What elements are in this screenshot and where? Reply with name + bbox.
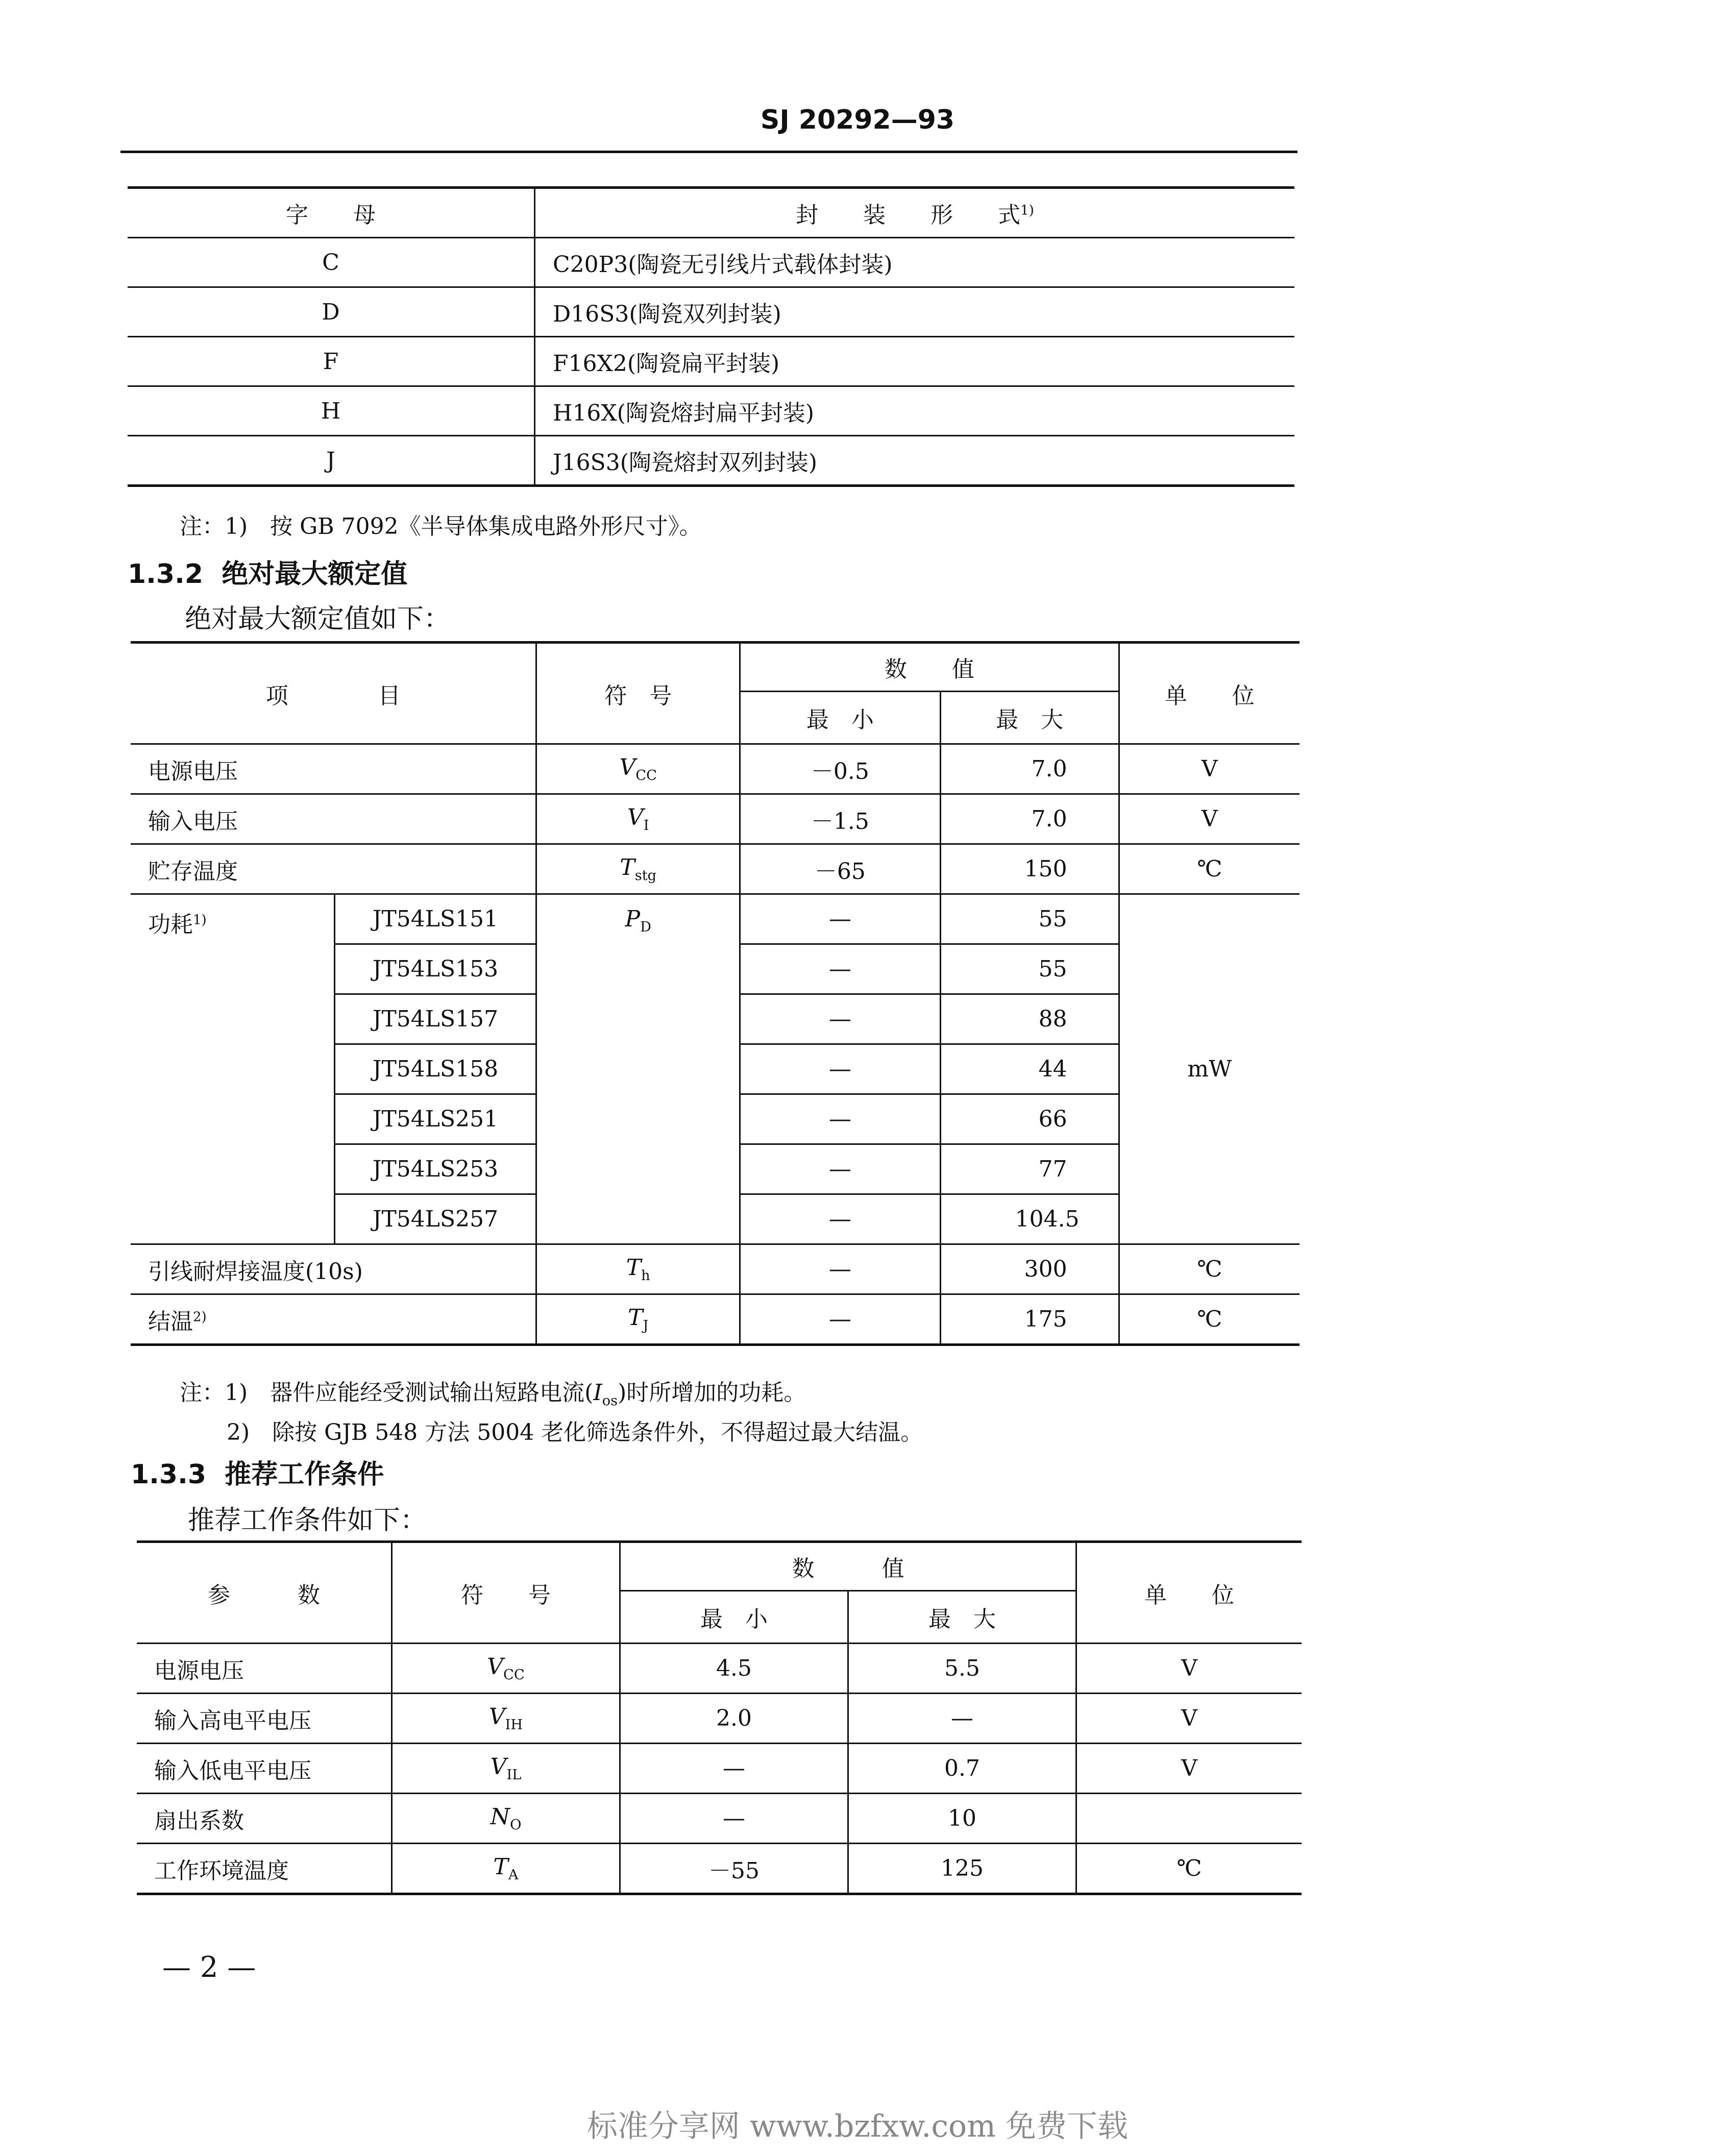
unit-cell: ℃ <box>1119 844 1300 894</box>
item-cell <box>131 1244 536 1294</box>
symbol-letter: V <box>487 1654 504 1680</box>
symbol-cell <box>536 844 740 894</box>
footer-watermark: 标准分享网 www.bzfxw.com 免费下载 <box>586 2109 1129 2144</box>
symbol-letter: P <box>625 906 641 932</box>
item-cell: 输入电压 <box>131 794 536 844</box>
col-letter-header: 字 母 <box>128 188 535 238</box>
symbol-cell <box>536 1294 740 1345</box>
min-cell: — <box>620 1744 848 1794</box>
min-cell: — <box>740 1294 941 1345</box>
col-unit-header: 单 位 <box>1076 1542 1302 1644</box>
col-item-header: 项 目 <box>131 643 536 744</box>
param-cell: 工作环境温度 <box>137 1844 392 1894</box>
page-number: — 2 — <box>162 1951 256 1984</box>
min-cell: －0.5 <box>740 744 941 794</box>
min-cell: －55 <box>620 1844 848 1894</box>
letter-cell: F <box>128 337 535 386</box>
min-cell: — <box>620 1794 848 1844</box>
max-cell: 55 <box>940 944 1119 994</box>
min-cell: — <box>740 1244 941 1294</box>
max-cell: — <box>848 1694 1076 1744</box>
item-label: 结温 <box>148 1308 193 1335</box>
symbol-letter: T <box>628 1305 643 1331</box>
section-132-number: 1.3.2 <box>128 559 204 590</box>
max-cell: 10 <box>848 1794 1076 1844</box>
table-row <box>131 1244 1300 1294</box>
symbol-subscript: I <box>643 817 649 834</box>
package-table-header <box>128 188 1294 238</box>
symbol-subscript: stg <box>634 867 657 884</box>
unit-cell: ℃ <box>1119 1244 1300 1294</box>
unit-cell: ℃ <box>1119 1294 1300 1345</box>
package-cell: D16S3(陶瓷双列封装) <box>535 287 1295 337</box>
recommended-conditions-table <box>137 1540 1302 1895</box>
param-cell: 输入低电平电压 <box>137 1744 392 1794</box>
device-cell: JT54LS158 <box>334 1044 536 1094</box>
table-row <box>131 1294 1300 1345</box>
col-package-label: 封 装 形 式 <box>796 202 1021 228</box>
col-package-note: 1) <box>1020 203 1034 218</box>
section-133-number: 1.3.3 <box>131 1459 207 1490</box>
col-symbol-header: 符 号 <box>392 1542 620 1644</box>
max-cell: 104.5 <box>940 1194 1119 1244</box>
section-132-heading <box>128 552 407 591</box>
table-row <box>137 1694 1302 1744</box>
table-row <box>128 238 1294 287</box>
item-cell: 电源电压 <box>131 744 536 794</box>
device-cell: JT54LS257 <box>334 1194 536 1244</box>
table-row <box>137 1794 1302 1844</box>
symbol-cell <box>536 1244 740 1294</box>
package-note: 注：1) 按 GB 7092《半导体集成电路外形尺寸》。 <box>180 513 702 540</box>
section-132-title: 绝对最大额定值 <box>222 559 408 590</box>
min-cell: — <box>740 1144 941 1194</box>
letter-cell: D <box>128 287 535 337</box>
symbol-cell <box>392 1844 620 1894</box>
symbol-subscript: IH <box>505 1717 523 1733</box>
max-cell: 44 <box>940 1044 1119 1094</box>
symbol-letter: V <box>488 1704 505 1730</box>
package-cell: H16X(陶瓷熔封扁平封装) <box>535 386 1295 436</box>
table-row <box>137 1644 1302 1694</box>
table-row <box>137 1744 1302 1794</box>
package-table <box>128 186 1294 487</box>
table-row <box>131 744 1300 794</box>
table-header-row <box>137 1542 1302 1591</box>
col-value-header: 数 值 <box>740 643 1119 692</box>
col-package-header <box>535 188 1295 238</box>
symbol-letter: V <box>490 1754 507 1780</box>
min-cell: －1.5 <box>740 794 941 844</box>
min-cell: — <box>740 944 941 994</box>
package-cell: C20P3(陶瓷无引线片式载体封装) <box>535 238 1295 287</box>
param-cell: 电源电压 <box>137 1644 392 1694</box>
col-max-header: 最 大 <box>848 1591 1076 1644</box>
device-cell: JT54LS251 <box>334 1094 536 1144</box>
package-cell: F16X2(陶瓷扁平封装) <box>535 337 1295 386</box>
power-item-label: 功耗 <box>148 912 193 938</box>
table-row <box>128 386 1294 436</box>
table-row <box>137 1844 1302 1894</box>
item-cell <box>131 1294 536 1345</box>
table-row <box>131 894 1300 944</box>
symbol-cell <box>536 744 740 794</box>
min-cell: — <box>740 894 941 944</box>
symbol-subscript: CC <box>635 767 657 783</box>
min-cell: — <box>740 1044 941 1094</box>
item-note: 2) <box>193 1309 207 1325</box>
unit-cell: V <box>1076 1694 1302 1744</box>
max-cell: 0.7 <box>848 1744 1076 1794</box>
max-cell: 175 <box>940 1294 1119 1345</box>
symbol-cell <box>392 1694 620 1744</box>
device-cell: JT54LS157 <box>334 994 536 1044</box>
ratings-note-1 <box>180 1374 806 1409</box>
note1-symbol: I <box>593 1380 602 1406</box>
min-cell: 4.5 <box>620 1644 848 1694</box>
absolute-max-ratings-table <box>131 641 1300 1346</box>
package-cell: J16S3(陶瓷熔封双列封装) <box>535 436 1295 486</box>
section-132-intro: 绝对最大额定值如下： <box>185 604 451 634</box>
symbol-subscript: J <box>643 1317 649 1334</box>
symbol-subscript: D <box>640 919 651 935</box>
symbol-cell <box>536 794 740 844</box>
note1-prefix: 注：1) 器件应能经受测试输出短路电流( <box>180 1380 594 1406</box>
min-cell: — <box>740 994 941 1044</box>
min-cell: －65 <box>740 844 941 894</box>
symbol-subscript: O <box>510 1817 522 1833</box>
letter-cell: J <box>128 436 535 486</box>
letter-cell: H <box>128 386 535 436</box>
max-cell: 77 <box>940 1144 1119 1194</box>
item-label: 引线耐焊接温度(10s) <box>148 1258 363 1285</box>
symbol-subscript: IL <box>506 1767 522 1783</box>
ratings-note-2: 2) 除按 GJB 548 方法 5004 老化筛选条件外，不得超过最大结温。 <box>227 1419 923 1446</box>
symbol-cell <box>392 1644 620 1694</box>
min-cell: — <box>740 1194 941 1244</box>
unit-cell: V <box>1076 1744 1302 1794</box>
param-cell: 扇出系数 <box>137 1794 392 1844</box>
symbol-letter: T <box>493 1854 508 1880</box>
max-cell: 300 <box>940 1244 1119 1294</box>
power-item-note: 1) <box>193 912 207 928</box>
note1-subscript: os <box>602 1392 618 1409</box>
col-value-header: 数 值 <box>620 1542 1076 1591</box>
symbol-letter: T <box>626 1255 642 1281</box>
item-cell: 贮存温度 <box>131 844 536 894</box>
table-header-row <box>131 643 1300 692</box>
symbol-cell <box>392 1744 620 1794</box>
table-row <box>128 287 1294 337</box>
min-cell: — <box>740 1094 941 1144</box>
section-133-title: 推荐工作条件 <box>225 1459 384 1490</box>
unit-cell: V <box>1119 794 1300 844</box>
unit-cell: V <box>1119 744 1300 794</box>
col-max-header: 最 大 <box>940 692 1119 744</box>
power-symbol-cell <box>536 894 740 1244</box>
unit-cell: V <box>1076 1644 1302 1694</box>
symbol-letter: N <box>490 1804 510 1830</box>
symbol-letter: T <box>620 854 635 881</box>
max-cell: 5.5 <box>848 1644 1076 1694</box>
symbol-subscript: CC <box>503 1667 525 1683</box>
max-cell: 7.0 <box>940 794 1119 844</box>
col-unit-header: 单 位 <box>1119 643 1300 744</box>
table-row <box>128 337 1294 386</box>
col-min-header: 最 小 <box>740 692 941 744</box>
symbol-cell <box>392 1794 620 1844</box>
header-rule <box>120 151 1297 153</box>
section-133-heading <box>131 1453 384 1491</box>
col-min-header: 最 小 <box>620 1591 848 1644</box>
device-cell: JT54LS153 <box>334 944 536 994</box>
max-cell: 150 <box>940 844 1119 894</box>
note1-suffix: )时所增加的功耗。 <box>618 1380 806 1406</box>
power-item-cell <box>131 894 334 1244</box>
max-cell: 88 <box>940 994 1119 1044</box>
table-row <box>131 794 1300 844</box>
table-row <box>128 436 1294 486</box>
document-number: SJ 20292—93 <box>760 105 955 135</box>
symbol-subscript: h <box>641 1267 650 1284</box>
device-cell: JT54LS151 <box>334 894 536 944</box>
table-row <box>131 844 1300 894</box>
symbol-letter: V <box>619 754 636 781</box>
letter-cell: C <box>128 238 535 287</box>
unit-cell: ℃ <box>1076 1844 1302 1894</box>
symbol-subscript: A <box>508 1867 519 1883</box>
max-cell: 66 <box>940 1094 1119 1144</box>
device-cell: JT54LS253 <box>334 1144 536 1194</box>
col-param-header: 参 数 <box>137 1542 392 1644</box>
min-cell: 2.0 <box>620 1694 848 1744</box>
max-cell: 7.0 <box>940 744 1119 794</box>
max-cell: 55 <box>940 894 1119 944</box>
section-133-intro: 推荐工作条件如下： <box>188 1505 427 1536</box>
symbol-letter: V <box>627 804 644 831</box>
unit-cell <box>1076 1794 1302 1844</box>
power-unit-cell: mW <box>1119 894 1300 1244</box>
col-symbol-header: 符 号 <box>536 643 740 744</box>
max-cell: 125 <box>848 1844 1076 1894</box>
param-cell: 输入高电平电压 <box>137 1694 392 1744</box>
